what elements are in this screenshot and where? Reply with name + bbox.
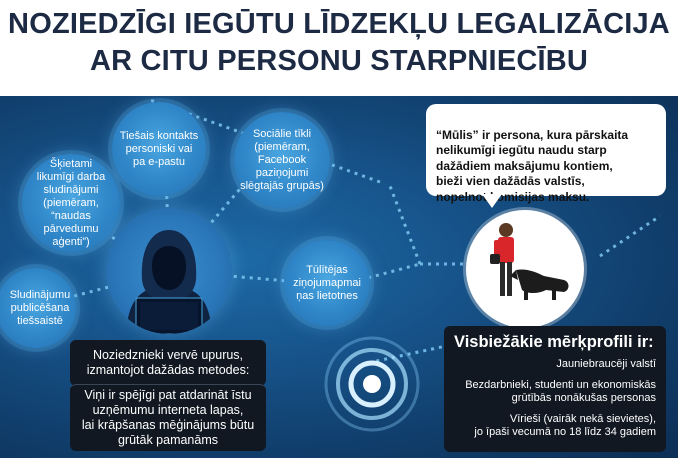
profile-item: Jauniebraucēji valstī bbox=[556, 358, 656, 370]
title-line-1: NOZIEDZĪGI IEGŪTU LĪDZEKĻU LEGALIZĀCIJA bbox=[8, 8, 670, 40]
hacker-illustration bbox=[106, 208, 232, 334]
website-clone-box: Viņi ir spējīgi pat atdarināt īstu uzņēmumu interneta lapas, lai krāpšanas mēģinājums būtu grūtāk pamanāms bbox=[70, 384, 266, 451]
target-profiles-box bbox=[444, 326, 666, 452]
mule-illustration bbox=[466, 210, 584, 328]
title-line-2: AR CITU PERSONU STARPNIECĪBU bbox=[89, 45, 589, 77]
target-illustration bbox=[322, 334, 422, 434]
page-title bbox=[0, 0, 678, 80]
bubble-ad-publishing-text: Sludinājumu publicēšana tiešsaistē bbox=[9, 288, 71, 327]
bubble-social-networks-text: Sociālie tīkli (piemēram, Facebook paziņojumi slēgtajās grupās) bbox=[240, 127, 324, 192]
bubble-fake-job-ads bbox=[22, 154, 120, 252]
bubble-instant-messaging-text: Tūlītējas ziņojumapmai ņas lietotnes bbox=[293, 263, 361, 302]
bubble-fake-job-ads-text: Šķietami likumīgi darba sludinājumi (piemēram, “naudas pārvedumu aģenti”) bbox=[36, 157, 106, 248]
bubble-direct-contact bbox=[112, 102, 206, 196]
mule-definition-text: “Mūlis” ir persona, kura pārskaita nelikumīgi iegūtu naudu starp dažādiem maksājumu kontiem, bieži vien dažādās valstīs, nopelnot komisijas maksu. bbox=[436, 127, 629, 204]
illustration-panel bbox=[0, 96, 678, 458]
profile-item: Bezdarbnieki, studenti un ekonomiskās grūtībās nonākušas personas bbox=[465, 378, 656, 404]
man-with-donkey-icon bbox=[466, 210, 584, 328]
bubble-direct-contact-text: Tiešais kontakts personiski vai pa e-pastu bbox=[119, 129, 199, 168]
bubble-social-networks bbox=[234, 112, 330, 208]
speech-bubble-tail bbox=[482, 194, 502, 208]
bubble-instant-messaging bbox=[284, 240, 370, 326]
target-rings-icon bbox=[322, 334, 422, 434]
mule-definition-box bbox=[426, 104, 666, 204]
header bbox=[0, 0, 678, 96]
profile-item: Vīrieši (vairāk nekā sievietes), jo īpaši vecumā no 18 līdz 34 gadiem bbox=[474, 412, 656, 438]
profiles-heading: Visbiežākie mērķprofili ir: bbox=[454, 333, 654, 351]
hooded-hacker-icon bbox=[106, 208, 232, 334]
recruit-methods-box: Noziedznieki vervē upurus, izmantojot dažādas metodes: bbox=[70, 340, 266, 386]
